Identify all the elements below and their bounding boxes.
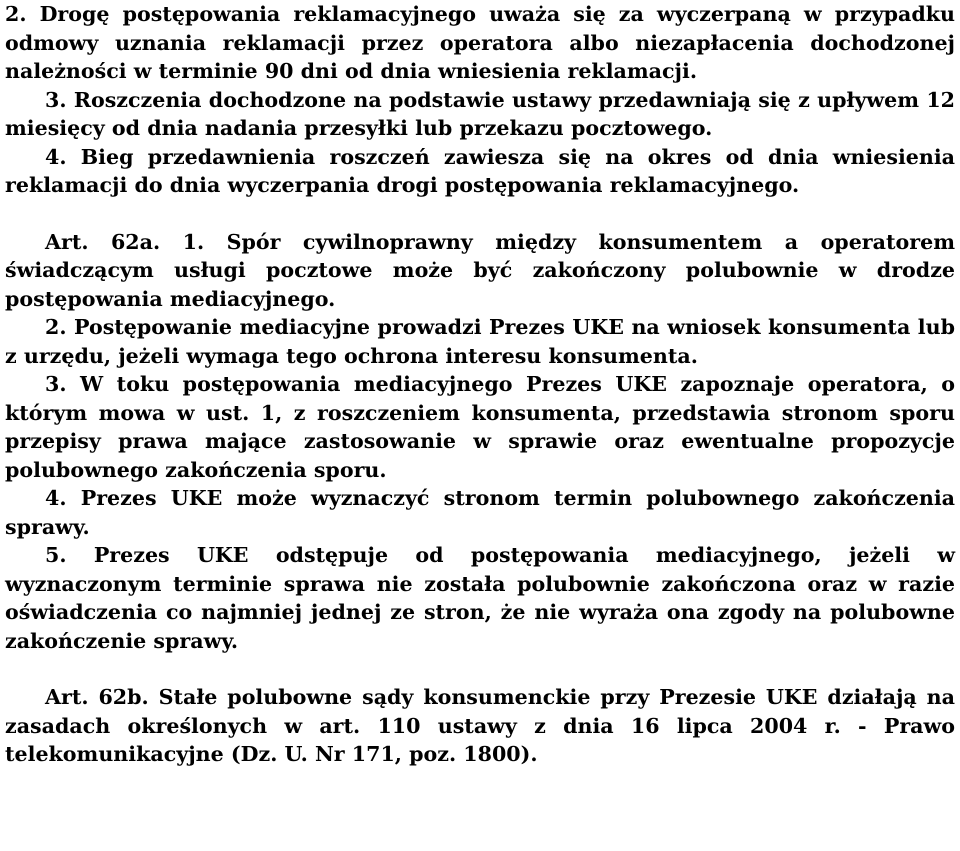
paragraph-text: Drogę postępowania reklamacyjnego uważa się za wyczerpaną w przypadku odmowy uznania reklamacji przez operatora albo niezapłacenia dochodzonej należności w terminie 90 dni od dnia wniesienia reklamacji.: [5, 2, 955, 83]
paragraph-text: Postępowanie mediacyjne prowadzi Prezes UKE na wniosek konsumenta lub z urzędu, jeżeli wymaga tego ochrona interesu konsumenta.: [5, 315, 955, 368]
paragraph-text: Prezes UKE odstępuje od postępowania mediacyjnego, jeżeli w wyznaczonym terminie sprawa nie została polubownie zakończona oraz w razie oświadczenia co najmniej jednej ze stron, że nie wyraża ona zgody na polubowne zakończenie sprawy.: [5, 543, 955, 653]
paragraph-text: Stałe polubowne sądy konsumenckie przy Prezesie UKE działają na zasadach określonych w art. 110 ustawy z dnia 16 lipca 2004 r. - Prawo telekomunikacyjne (Dz. U. Nr 171, poz. 1800).: [5, 685, 955, 766]
paragraph-art62a-ust2: [5, 313, 955, 370]
paragraph-number: 4.: [45, 144, 67, 169]
paragraph-art62a-ust3: [5, 370, 955, 484]
paragraph-text: Spór cywilnoprawny między konsumentem a operatorem świadczącym usługi pocztowe może być zakończony polubownie w drodze postępowania mediacyjnego.: [5, 229, 955, 311]
paragraph-text: Prezes UKE może wyznaczyć stronom termin polubownego zakończenia sprawy.: [5, 486, 955, 539]
article-number: Art. 62b.: [45, 685, 149, 709]
paragraph-text: Roszczenia dochodzone na podstawie ustawy przedawniają się z upływem 12 miesięcy od dnia nadania przesyłki lub przekazu pocztowego.: [5, 87, 956, 140]
paragraph-art62a-ust1: [5, 228, 955, 314]
paragraph-text: Bieg przedawnienia roszczeń zawiesza się na okres od dnia wniesienia reklamacji do dnia wyczerpania drogi postępowania reklamacyjnego.: [5, 144, 956, 197]
paragraph-number: 5.: [45, 543, 67, 567]
section-spacer: [5, 200, 955, 228]
paragraph-text: W toku postępowania mediacyjnego Prezes UKE zapoznaje operatora, o którym mowa w ust. 1, z roszczeniem konsumenta, przedstawia stronom sporu przepisy prawa mające zastosowanie w sprawie oraz ewentualne propozycje polubownego zakończenia sporu.: [5, 372, 956, 482]
paragraph-number: 3.: [45, 372, 67, 396]
paragraph-art61-ust3: [5, 86, 955, 143]
paragraph-art62a-ust4: [5, 484, 955, 541]
paragraph-art62b: [5, 683, 955, 769]
paragraph-art61-ust2: [5, 0, 955, 86]
paragraph-number: 3.: [45, 87, 67, 112]
paragraph-number: 2.: [45, 315, 67, 339]
paragraph-art61-ust4: [5, 143, 955, 200]
paragraph-art62a-ust5: [5, 541, 955, 655]
paragraph-number: 2.: [5, 2, 27, 26]
article-number: Art. 62a. 1.: [45, 229, 205, 254]
section-spacer: [5, 655, 955, 683]
paragraph-number: 4.: [45, 486, 67, 510]
